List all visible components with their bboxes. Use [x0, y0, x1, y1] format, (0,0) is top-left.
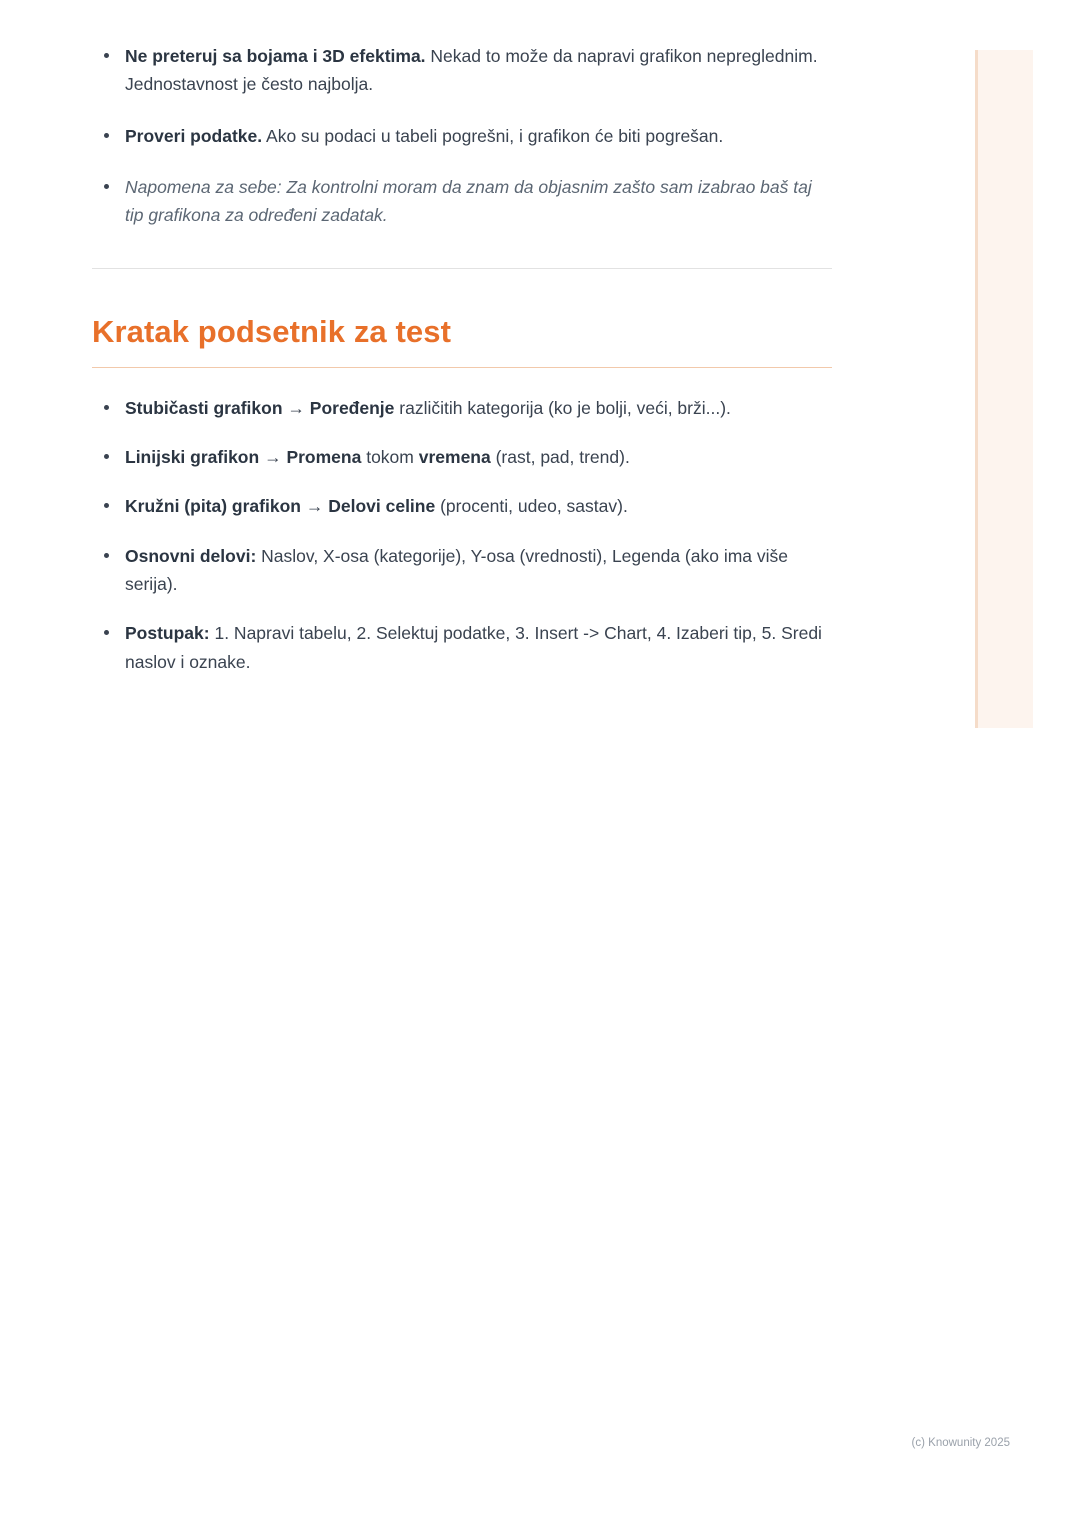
summary-text: Naslov, X-osa (kategorije), Y-osa (vrednosti), Legenda (ako ima više serija).	[125, 545, 789, 595]
summary-keyword: Delovi celine	[328, 496, 436, 517]
summary-term: Osnovni delovi:	[125, 545, 257, 566]
arrow-icon: →	[287, 397, 305, 418]
summary-text-2: (rast, pad, trend).	[490, 447, 630, 468]
arrow-icon: →	[264, 447, 282, 468]
tip-text: Nekad to može da napravi grafikon nepreglednim. Jednostavnost je često najbolja.	[125, 46, 818, 95]
tip-lead: Ne preteruj sa bojama i 3D efektima.	[125, 46, 426, 66]
tips-list	[92, 42, 832, 230]
summary-keyword: Poređenje	[309, 397, 395, 418]
list-item	[92, 443, 832, 471]
list-item	[92, 42, 832, 99]
summary-text: različitih kategorija (ko je bolji, veći, brži...).	[394, 397, 731, 418]
section-title: Kratak podsetnik za test	[92, 313, 452, 349]
list-item	[92, 394, 832, 422]
arrow-icon: →	[305, 496, 324, 517]
summary-keyword: Promena	[286, 447, 362, 468]
summary-term: Stubičasti grafikon	[125, 397, 283, 418]
tip-text: Ako su podaci u tabeli pogrešni, i grafikon će biti pogrešan.	[262, 125, 724, 146]
list-item	[92, 122, 832, 150]
summary-term: Linijski grafikon	[125, 447, 260, 468]
summary-term: Kružni (pita) grafikon	[125, 496, 301, 517]
summary-keyword-2: vremena	[418, 447, 491, 468]
section-title-rule	[92, 367, 832, 368]
list-item	[92, 492, 832, 520]
page-footer: (c) Knowunity 2025	[911, 1437, 1010, 1449]
document-content	[92, 42, 832, 676]
summary-text: tokom	[361, 447, 419, 468]
page-side-highlight-stripe	[975, 50, 1033, 728]
self-note-text: Napomena za sebe: Za kontrolni moram da znam da objasnim zašto sam izabrao baš taj tip grafikona za određeni zadatak.	[125, 177, 812, 226]
summary-text: 1. Napravi tabelu, 2. Selektuj podatke, 3. Insert -> Chart, 4. Izaberi tip, 5. Sredi naslov i oznake.	[125, 623, 822, 672]
tip-lead: Proveri podatke.	[125, 125, 263, 146]
summary-term: Postupak:	[125, 623, 210, 644]
page-side-highlight-edge	[975, 50, 978, 728]
section-divider	[92, 268, 832, 269]
summary-text: (procenti, udeo, sastav).	[435, 496, 628, 517]
list-item	[92, 542, 832, 599]
list-item	[92, 619, 832, 676]
list-item	[92, 173, 832, 230]
summary-list	[92, 394, 832, 676]
